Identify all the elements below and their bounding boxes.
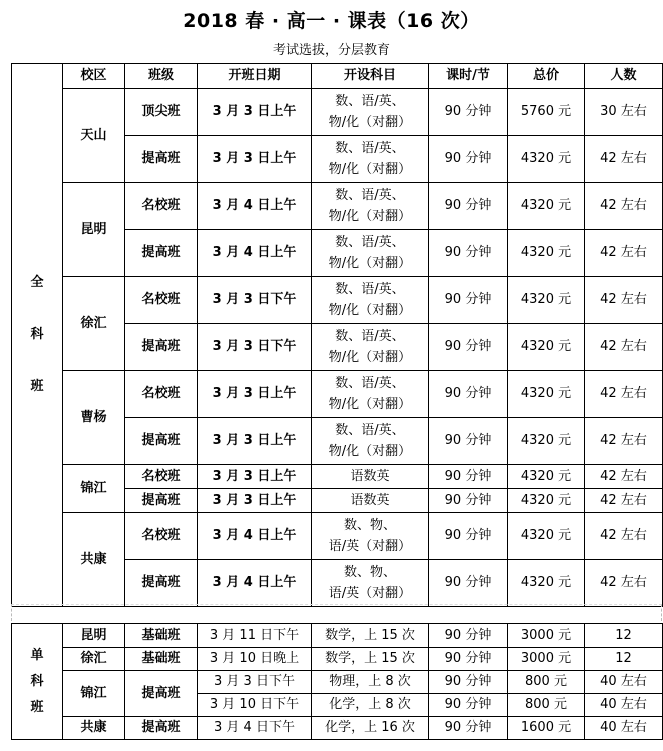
table-row [12, 671, 663, 694]
class-cell: 名校班 [125, 465, 198, 489]
subjects-cell: 物理，上 8 次 [312, 671, 429, 694]
size-cell: 42 左右 [585, 277, 663, 324]
size-cell: 40 左右 [585, 717, 663, 740]
header-price: 总价 [508, 64, 585, 89]
subjects-cell: 化学，上 8 次 [312, 694, 429, 717]
size-cell: 40 左右 [585, 694, 663, 717]
class-cell: 提高班 [125, 489, 198, 513]
campus-cell: 曹杨 [63, 371, 125, 465]
table-row [12, 648, 663, 671]
table-row [12, 513, 663, 560]
price-cell: 4320 元 [508, 465, 585, 489]
price-cell: 1600 元 [508, 717, 585, 740]
start-cell: 3 月 4 日下午 [198, 717, 312, 740]
header-start: 开班日期 [198, 64, 312, 89]
duration-cell: 90 分钟 [429, 694, 508, 717]
subjects-cell: 数、语/英、 物/化（对翻） [312, 89, 429, 136]
subjects-cell: 数、语/英、 物/化（对翻） [312, 183, 429, 230]
duration-cell: 90 分钟 [429, 489, 508, 513]
class-cell: 基础班 [125, 648, 198, 671]
subjects-cell: 数、物、 语/英（对翻） [312, 560, 429, 607]
start-cell: 3 月 3 日下午 [198, 324, 312, 371]
subjects-cell: 数、语/英、 物/化（对翻） [312, 136, 429, 183]
size-cell: 42 左右 [585, 418, 663, 465]
duration-cell: 90 分钟 [429, 371, 508, 418]
campus-cell: 天山 [63, 89, 125, 183]
header-subjects: 开设科目 [312, 64, 429, 89]
size-cell: 12 [585, 624, 663, 648]
size-cell: 42 左右 [585, 230, 663, 277]
duration-cell: 90 分钟 [429, 183, 508, 230]
size-cell: 40 左右 [585, 671, 663, 694]
price-cell: 5760 元 [508, 89, 585, 136]
size-cell: 12 [585, 648, 663, 671]
start-cell: 3 月 3 日下午 [198, 671, 312, 694]
subjects-cell: 数、语/英、 物/化（对翻） [312, 324, 429, 371]
class-cell: 提高班 [125, 671, 198, 717]
start-cell: 3 月 3 日上午 [198, 371, 312, 418]
class-cell: 提高班 [125, 230, 198, 277]
price-cell: 4320 元 [508, 183, 585, 230]
subjects-cell: 数学，上 15 次 [312, 624, 429, 648]
price-cell: 4320 元 [508, 324, 585, 371]
subjects-cell: 数、语/英、 物/化（对翻） [312, 371, 429, 418]
start-cell: 3 月 10 日晚上 [198, 648, 312, 671]
size-cell: 42 左右 [585, 560, 663, 607]
table-row [12, 183, 663, 230]
table-row [12, 277, 663, 324]
size-cell: 42 左右 [585, 465, 663, 489]
single-subject-schedule-table [11, 623, 663, 740]
start-cell: 3 月 3 日上午 [198, 465, 312, 489]
size-cell: 42 左右 [585, 324, 663, 371]
subjects-cell: 语数英 [312, 465, 429, 489]
size-cell: 42 左右 [585, 489, 663, 513]
start-cell: 3 月 3 日上午 [198, 489, 312, 513]
full-subject-schedule-table [11, 63, 663, 607]
section-label-single: 单 科 班 [12, 624, 63, 740]
subjects-cell: 化学，上 16 次 [312, 717, 429, 740]
duration-cell: 90 分钟 [429, 671, 508, 694]
price-cell: 4320 元 [508, 560, 585, 607]
class-cell: 名校班 [125, 277, 198, 324]
price-cell: 800 元 [508, 694, 585, 717]
size-cell: 42 左右 [585, 513, 663, 560]
class-cell: 顶尖班 [125, 89, 198, 136]
size-cell: 42 左右 [585, 136, 663, 183]
start-cell: 3 月 4 日上午 [198, 230, 312, 277]
campus-cell: 锦江 [63, 465, 125, 513]
table-row [12, 624, 663, 648]
header-class: 班级 [125, 64, 198, 89]
class-cell: 提高班 [125, 324, 198, 371]
subjects-cell: 数、语/英、 物/化（对翻） [312, 418, 429, 465]
duration-cell: 90 分钟 [429, 418, 508, 465]
price-cell: 4320 元 [508, 513, 585, 560]
campus-cell: 徐汇 [63, 648, 125, 671]
duration-cell: 90 分钟 [429, 465, 508, 489]
price-cell: 3000 元 [508, 648, 585, 671]
campus-cell: 徐汇 [63, 277, 125, 371]
table-row [12, 717, 663, 740]
price-cell: 4320 元 [508, 489, 585, 513]
campus-cell: 昆明 [63, 624, 125, 648]
price-cell: 4320 元 [508, 371, 585, 418]
start-cell: 3 月 3 日上午 [198, 418, 312, 465]
price-cell: 4320 元 [508, 277, 585, 324]
class-cell: 基础班 [125, 624, 198, 648]
duration-cell: 90 分钟 [429, 230, 508, 277]
price-cell: 800 元 [508, 671, 585, 694]
size-cell: 42 左右 [585, 183, 663, 230]
class-cell: 提高班 [125, 560, 198, 607]
price-cell: 4320 元 [508, 418, 585, 465]
campus-cell: 共康 [63, 513, 125, 607]
table-header-row [12, 64, 663, 89]
campus-cell: 昆明 [63, 183, 125, 277]
duration-cell: 90 分钟 [429, 624, 508, 648]
class-cell: 名校班 [125, 371, 198, 418]
class-cell: 名校班 [125, 183, 198, 230]
duration-cell: 90 分钟 [429, 717, 508, 740]
header-size: 人数 [585, 64, 663, 89]
campus-cell: 锦江 [63, 671, 125, 717]
page-title: 2018 春 · 高一 · 课表（16 次） [183, 10, 480, 32]
start-cell: 3 月 10 日下午 [198, 694, 312, 717]
start-cell: 3 月 3 日上午 [198, 89, 312, 136]
section-label-full: 全 科 班 [12, 64, 63, 607]
header-duration: 课时/节 [429, 64, 508, 89]
duration-cell: 90 分钟 [429, 89, 508, 136]
class-cell: 提高班 [125, 136, 198, 183]
price-cell: 4320 元 [508, 136, 585, 183]
subjects-cell: 数、物、 语/英（对翻） [312, 513, 429, 560]
class-cell: 提高班 [125, 418, 198, 465]
duration-cell: 90 分钟 [429, 277, 508, 324]
start-cell: 3 月 3 日上午 [198, 136, 312, 183]
duration-cell: 90 分钟 [429, 324, 508, 371]
price-cell: 4320 元 [508, 230, 585, 277]
table-row [12, 89, 663, 136]
duration-cell: 90 分钟 [429, 648, 508, 671]
duration-cell: 90 分钟 [429, 136, 508, 183]
table-row [12, 371, 663, 418]
size-cell: 30 左右 [585, 89, 663, 136]
start-cell: 3 月 4 日上午 [198, 183, 312, 230]
class-cell: 提高班 [125, 717, 198, 740]
subjects-cell: 数、语/英、 物/化（对翻） [312, 277, 429, 324]
subjects-cell: 数学，上 15 次 [312, 648, 429, 671]
section-divider [11, 604, 662, 621]
page-subtitle: 考试选拔，分层教育 [272, 43, 390, 58]
subjects-cell: 语数英 [312, 489, 429, 513]
start-cell: 3 月 4 日上午 [198, 513, 312, 560]
header-campus: 校区 [63, 64, 125, 89]
duration-cell: 90 分钟 [429, 513, 508, 560]
start-cell: 3 月 3 日下午 [198, 277, 312, 324]
subjects-cell: 数、语/英、 物/化（对翻） [312, 230, 429, 277]
class-cell: 名校班 [125, 513, 198, 560]
start-cell: 3 月 4 日上午 [198, 560, 312, 607]
table-row [12, 465, 663, 489]
price-cell: 3000 元 [508, 624, 585, 648]
duration-cell: 90 分钟 [429, 560, 508, 607]
start-cell: 3 月 11 日下午 [198, 624, 312, 648]
campus-cell: 共康 [63, 717, 125, 740]
size-cell: 42 左右 [585, 371, 663, 418]
